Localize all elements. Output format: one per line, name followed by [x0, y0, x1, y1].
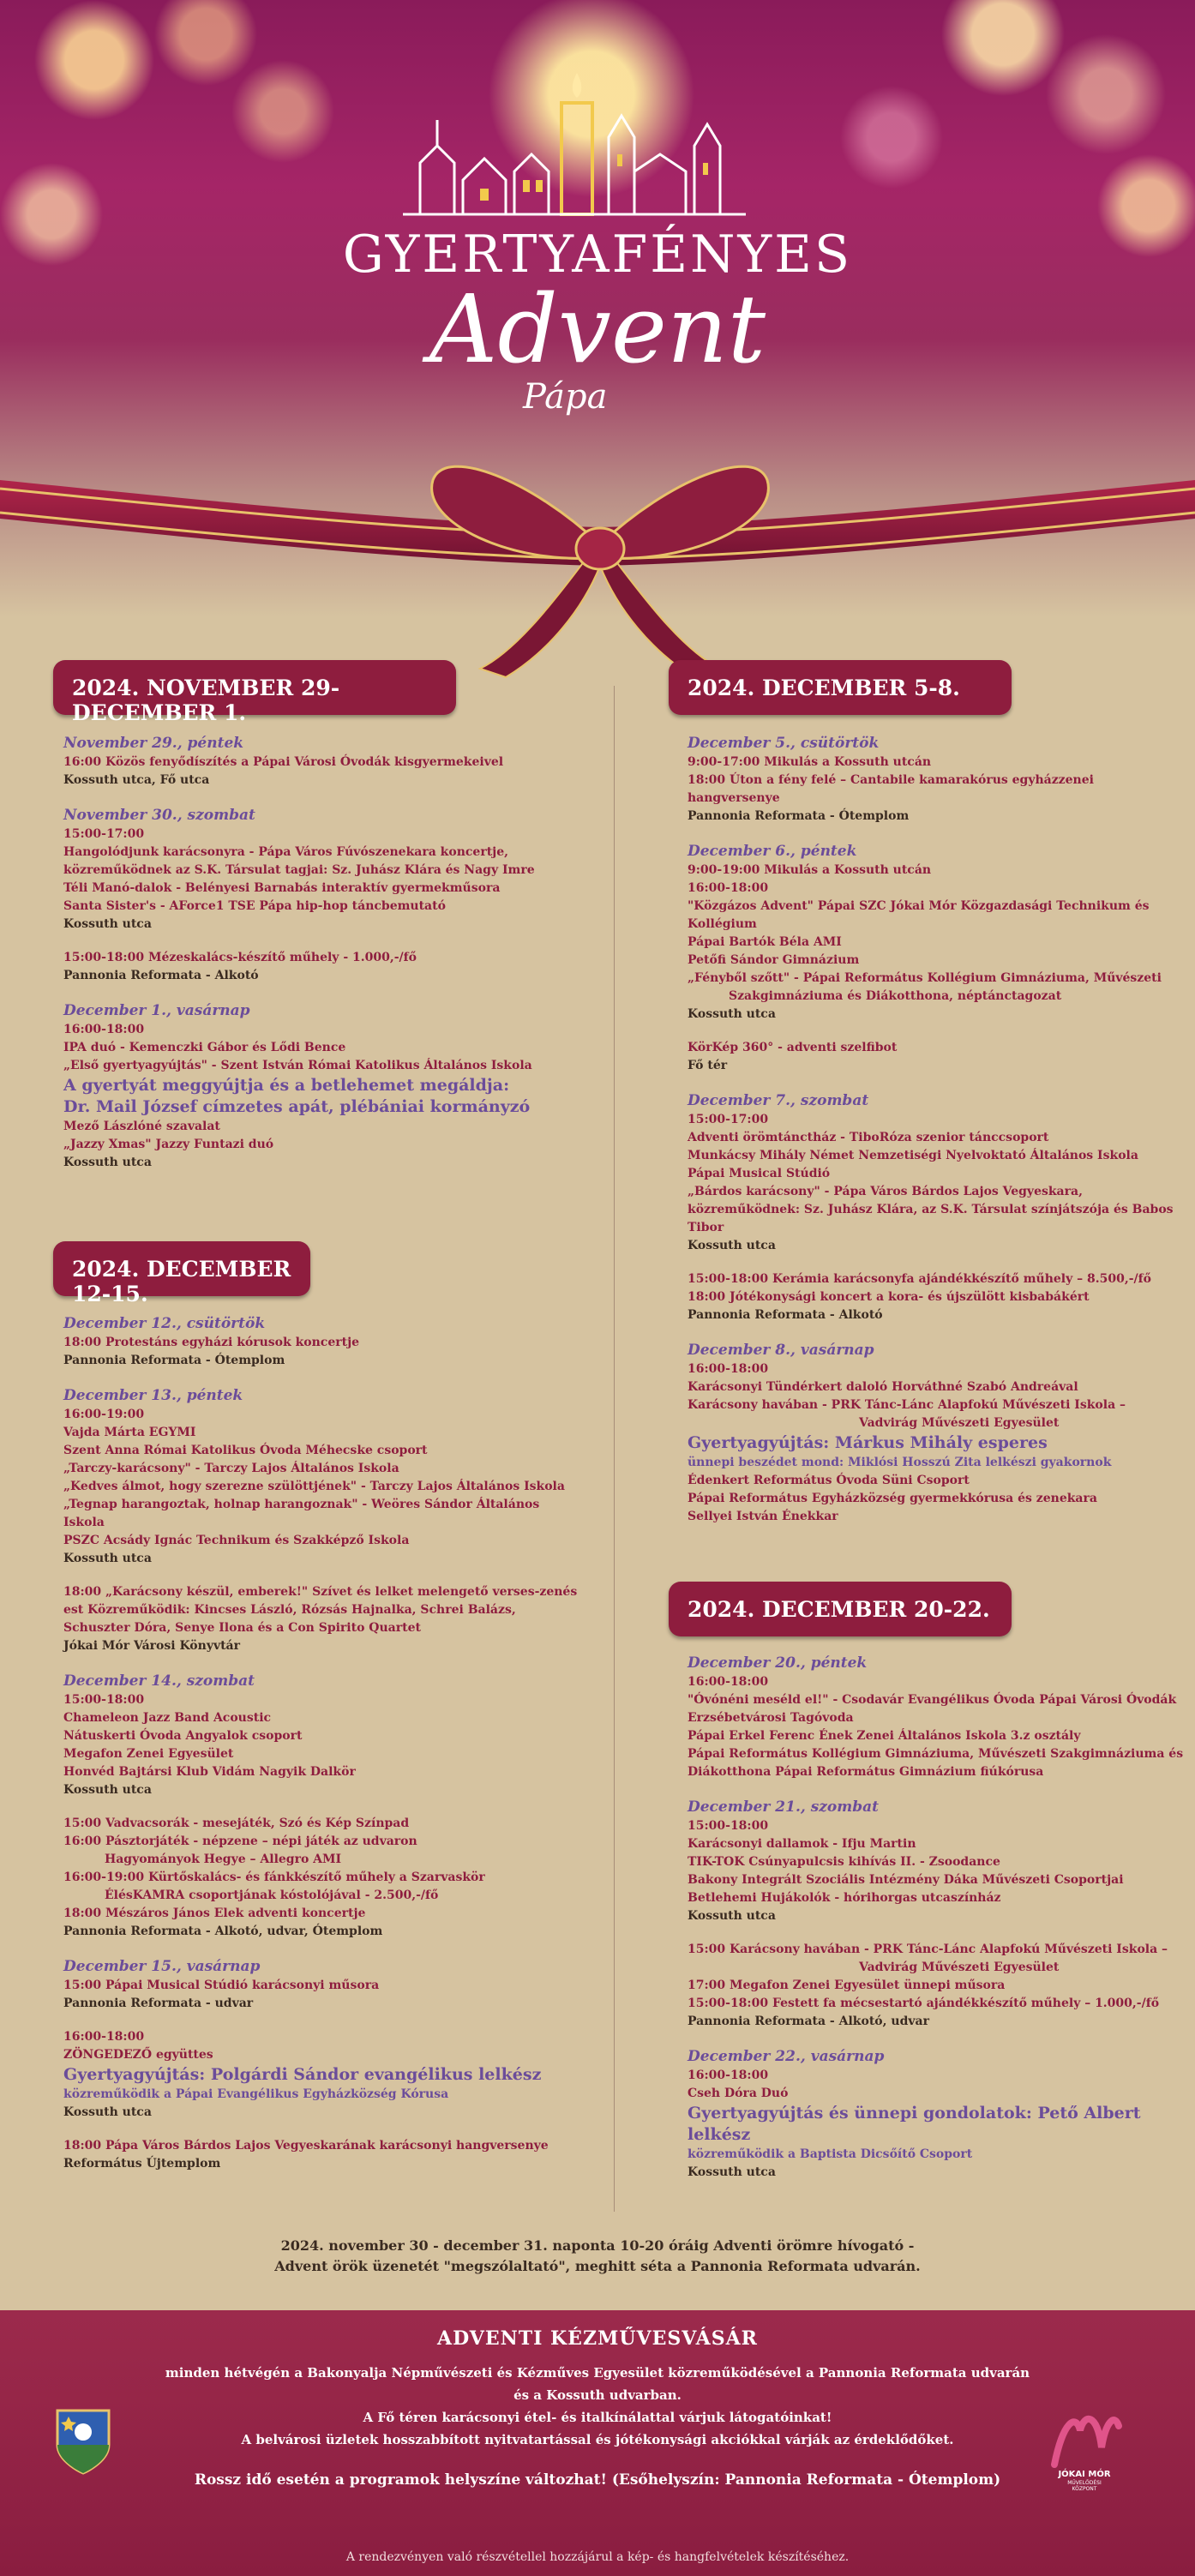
jokai-logo-text: KÖZPONT — [1072, 2486, 1097, 2490]
section-dec20-22 — [688, 1653, 1185, 2182]
event: 16:00 Közös fenyődíszítés a Pápai Városi Óvodák kisgyermekeivel — [63, 755, 504, 769]
event: „Jazzy Xmas" Jazzy Funtazi duó — [63, 1138, 274, 1151]
day-title: December 20., péntek — [688, 1654, 868, 1672]
time: 15:00-18:00 — [63, 1693, 145, 1707]
event: Bakony Integrált Szociális Intézmény Dáka Művészeti Csoportjai — [688, 1873, 1124, 1887]
title-papa: Pápa — [523, 377, 608, 417]
footer-line: A belvárosi üzletek hosszabbított nyitvatartással és jótékonysági akciókkal várják az érdeklődőket. — [241, 2432, 954, 2447]
location: Jókai Mór Városi Könyvtár — [63, 1639, 241, 1653]
day-title: December 14., szombat — [63, 1672, 255, 1690]
location: Kossuth utca, Fő utca — [63, 773, 210, 787]
location: Pannonia Reformata - udvar — [63, 1997, 254, 2010]
section-dec5-8 — [688, 733, 1185, 1526]
location: Kossuth utca — [63, 1783, 152, 1797]
footer-title: ADVENTI KÉZMŰVESVÁSÁR — [437, 2327, 758, 2350]
event: „Első gyertyagyújtás" - Szent István Római Katolikus Általános Iskola — [63, 1059, 532, 1072]
location: Kossuth utca — [63, 917, 152, 931]
event: Hangolódjunk karácsonyra - Pápa Város Fúvószenekara koncertje, közreműködnek az S.K. Társulat tagjai: Sz. Juhász Klára és Nagy Imre — [63, 845, 535, 877]
candle-lighting: Gyertyagyújtás: Márkus Mihály esperes — [688, 1433, 1048, 1452]
event: 9:00-17:00 Mikulás a Kossuth utcán — [688, 755, 932, 769]
summary-line: Advent örök üzenetét "megszólaltató", meghitt séta a Pannonia Reformata udvarán. — [274, 2258, 921, 2274]
event: Szakgimnáziuma és Diákotthona, néptánctagozat — [729, 989, 1062, 1003]
event: Megafon Zenei Egyesület — [63, 1747, 234, 1761]
candle-lighting-sub: közreműködik a Baptista Dicsőítő Csoport — [688, 2147, 973, 2161]
candle-lighting-sub: közreműködik a Pápai Evangélikus Egyházközség Kórusa — [63, 2087, 449, 2101]
candle-lighting: Gyertyagyújtás és ünnepi gondolatok: Pető Albert lelkész — [688, 2104, 1141, 2144]
event: Pápai Bartók Béla AMI — [688, 935, 842, 949]
section-heading-dec5-8: 2024. DECEMBER 5-8. — [669, 660, 1012, 715]
time: 16:00-18:00 — [63, 1023, 145, 1036]
column-divider — [614, 686, 615, 2212]
town-skyline-logo — [403, 69, 746, 223]
location: Kossuth utca — [688, 1007, 776, 1021]
time: 15:00-17:00 — [63, 827, 145, 841]
recording-notice: A rendezvényen való részvétellel hozzájárul a kép- és hangfelvételek készítéséhez. — [345, 2550, 850, 2564]
location: Református Újtemplom — [63, 2157, 221, 2171]
event: Pápai Református Kollégium Gimnáziuma, Művészeti Szakgimnáziuma és Diákotthona Pápai Református Gimnázium fiúkórusa — [688, 1747, 1184, 1779]
event: KörKép 360° - adventi szelfibot — [688, 1041, 898, 1054]
event: Santa Sister's - AForce1 TSE Pápa hip-hop táncbemutató — [63, 899, 446, 913]
footer-line: minden hétvégén a Bakonyalja Népművészeti és Kézműves Egyesület közreműködésével a Pannonia Reformata udvarán — [165, 2365, 1030, 2381]
event: Vadvirág Művészeti Egyesület — [859, 1416, 1060, 1430]
event: ÉlésKAMRA csoportjának kóstolójával - 2.500,-/fő — [105, 1888, 439, 1902]
event: Karácsonyi Tündérkert daloló Horváthné Szabó Andreával — [688, 1380, 1078, 1394]
event: „Fényből szőtt" - Pápai Református Kollégium Gimnáziuma, Művészeti — [688, 971, 1162, 985]
day-title: November 30., szombat — [63, 807, 255, 824]
summary-line: 2024. november 30 - december 31. naponta 10-20 óráig Adventi örömre hívogató - — [280, 2237, 915, 2254]
location: Pannonia Reformata - Alkotó — [688, 1308, 883, 1322]
event: 18:00 „Karácsony készül, emberek!" Szívet és lelket melengető verses-zenés est Közreműködik: Kincses László, Rózsás Hajnalka, Schrei Balázs, Schuszter Dóra, Senye Ilona és a Con Spirito Quartet — [63, 1585, 578, 1635]
event: 15:00-18:00 Mézeskalács-készítő műhely - 1.000,-/fő — [63, 951, 417, 964]
event: IPA duó - Kemenczki Gábor és Lődi Bence — [63, 1041, 346, 1054]
footer-line: A Fő téren karácsonyi étel- és italkínálattal várjuk látogatóinkat! — [363, 2410, 832, 2425]
day-title: November 29., péntek — [63, 735, 244, 752]
section-heading-dec12-15: 2024. DECEMBER 12-15. — [53, 1241, 310, 1296]
day-title: December 6., péntek — [688, 843, 857, 860]
event: 15:00 Karácsony havában - PRK Tánc-Lánc Alapfokú Művészeti Iskola – — [688, 1943, 1168, 1956]
event: 17:00 Megafon Zenei Egyesület ünnepi műsora — [688, 1979, 1006, 1992]
section-heading-nov29-dec1: 2024. NOVEMBER 29-DECEMBER 1. — [53, 660, 456, 715]
location: Kossuth utca — [688, 2165, 776, 2179]
day-title: December 7., szombat — [688, 1092, 869, 1109]
day-title: December 5., csütörtök — [688, 735, 880, 752]
event: 15:00 Pápai Musical Stúdió karácsonyi műsora — [63, 1979, 380, 1992]
footer-craft-fair — [0, 2310, 1195, 2576]
event: 16:00-19:00 Kürtőskalács- és fánkkészítő műhely a Szarvaskör — [63, 1870, 485, 1884]
rain-notice: Rossz idő esetén a programok helyszíne változhat! (Esőhelyszín: Pannonia Reformata - Ótemplom) — [194, 2471, 1001, 2489]
candle-lighting-sub: ünnepi beszédet mond: Miklósi Hosszú Zita lelkészi gyakornok — [688, 1456, 1112, 1469]
jokai-mor-logo — [1037, 2396, 1132, 2490]
event: 18:00 Protestáns egyházi kórusok koncertje — [63, 1336, 360, 1349]
daily-walk-summary — [0, 2236, 1195, 2277]
event: Vadvirág Művészeti Egyesület — [859, 1961, 1060, 1974]
papa-coat-of-arms-icon — [53, 2406, 113, 2475]
event: Petőfi Sándor Gimnázium — [688, 953, 860, 967]
location: Kossuth utca — [688, 1239, 776, 1252]
event: Pápai Református Egyházközség gyermekkórusa és zenekara — [688, 1492, 1097, 1505]
event: Cseh Dóra Duó — [688, 2087, 789, 2100]
event: Karácsonyi dallamok - Ifju Martin — [688, 1837, 916, 1851]
time: 16:00-18:00 — [63, 2030, 145, 2044]
event: "Óvónéni meséld el!" - Csodavár Evangélikus Óvoda Pápai Városi Óvodák Erzsébetvárosi Tagóvoda — [688, 1693, 1177, 1725]
event: Karácsony havában - PRK Tánc-Lánc Alapfokú Művészeti Iskola – — [688, 1398, 1126, 1412]
event: „Tarczy-karácsony" - Tarczy Lajos Általános Iskola — [63, 1462, 399, 1475]
footer-line: és a Kossuth udvarban. — [513, 2387, 682, 2403]
event: Adventi örömtánctház - TiboRóza szenior tánccsoport — [688, 1131, 1049, 1144]
event: Munkácsy Mihály Német Nemzetiségi Nyelvoktató Általános Iskola — [688, 1149, 1138, 1162]
section-dec12-15 — [63, 1313, 578, 2173]
event: 15:00-18:00 Kerámia karácsonyfa ajándékkészítő műhely – 8.500,-/fő — [688, 1272, 1151, 1286]
section-nov29-dec1 — [63, 733, 578, 1172]
time: 15:00-17:00 — [688, 1113, 769, 1126]
ribbon-bow — [0, 446, 1195, 686]
event: Szent Anna Római Katolikus Óvoda Méhecske csoport — [63, 1444, 428, 1457]
event: Hagyományok Hegye – Allegro AMI — [105, 1852, 342, 1866]
event: Pápai Musical Stúdió — [688, 1167, 831, 1180]
event: „Kedves álmot, hogy szerezne szülöttjének" - Tarczy Lajos Általános Iskola — [63, 1480, 565, 1493]
event: 15:00 Vadvacsorák - mesejáték, Szó és Kép Színpad — [63, 1816, 410, 1830]
location: Kossuth utca — [63, 1552, 152, 1565]
day-title: December 8., vasárnap — [688, 1342, 874, 1359]
day-title: December 12., csütörtök — [63, 1315, 266, 1332]
time: 16:00-18:00 — [688, 1675, 769, 1689]
event: PSZC Acsády Ignác Technikum és Szakképző Iskola — [63, 1534, 410, 1547]
event: Sellyei István Énekkar — [688, 1510, 838, 1523]
time: 15:00-18:00 — [688, 1819, 769, 1833]
jokai-logo-text: JÓKAI MÓR — [1058, 2470, 1111, 2479]
jokai-logo-text: MŰVELŐDÉSI — [1067, 2480, 1102, 2486]
event: Betlehemi Hujákolók - hórihorgas utcaszínház — [688, 1891, 1001, 1905]
event: 18:00 Mészáros János Elek adventi koncertje — [63, 1906, 366, 1920]
location: Kossuth utca — [63, 2105, 152, 2119]
time: 16:00-19:00 — [63, 1408, 145, 1421]
candle-lighting: Gyertyagyújtás: Polgárdi Sándor evangélikus lelkész — [63, 2065, 542, 2084]
candle-lighting: Dr. Mail József címzetes apát, plébániai kormányzó — [63, 1097, 531, 1116]
event: Nátuskerti Óvoda Angyalok csoport — [63, 1729, 303, 1743]
event: 18:00 Pápa Város Bárdos Lajos Vegyeskarának karácsonyi hangversenye — [63, 2139, 549, 2153]
event: Vajda Márta EGYMI — [63, 1426, 196, 1439]
event: „Bárdos karácsony" - Pápa Város Bárdos Lajos Vegyeskara, közreműködnek: Sz. Juhász Klára, az S.K. Társulat színjátszója és Babos Tibor — [688, 1185, 1174, 1234]
event: 18:00 Úton a fény felé – Cantabile kamarakórus egyházzenei hangversenye — [688, 773, 1094, 805]
time: 16:00-18:00 — [688, 2069, 769, 2082]
candle-lighting: A gyertyát meggyújtja és a betlehemet megáldja: — [63, 1076, 510, 1095]
event: Chameleon Jazz Band Acoustic — [63, 1711, 272, 1725]
time: 16:00-18:00 — [688, 881, 769, 895]
location: Pannonia Reformata - Ótemplom — [63, 1354, 285, 1367]
location: Pannonia Reformata - Alkotó — [63, 969, 259, 982]
location: Kossuth utca — [63, 1156, 152, 1169]
day-title: December 15., vasárnap — [63, 1958, 261, 1975]
location: Pannonia Reformata - Alkotó, udvar — [688, 2015, 929, 2028]
event: 9:00-19:00 Mikulás a Kossuth utcán — [688, 863, 932, 877]
event: Édenkert Református Óvoda Süni Csoport — [688, 1474, 970, 1487]
event: Téli Manó-dalok - Belényesi Barnabás interaktív gyermekműsora — [63, 881, 501, 895]
title-advent: Advent — [429, 274, 766, 384]
location: Pannonia Reformata - Alkotó, udvar, Ótemplom — [63, 1924, 383, 1938]
event: „Tegnap harangoztak, holnap harangoznak" - Weöres Sándor Általános Iskola — [63, 1498, 540, 1529]
day-title: December 21., szombat — [688, 1798, 880, 1816]
event: 15:00-18:00 Festett fa mécsestartó ajándékkészítő műhely – 1.000,-/fő — [688, 1997, 1160, 2010]
day-title: December 22., vasárnap — [688, 2048, 885, 2065]
event: "Közgázos Advent" Pápai SZC Jókai Mór Közgazdasági Technikum és Kollégium — [688, 899, 1150, 931]
day-title: December 13., péntek — [63, 1387, 243, 1404]
event: Pápai Erkel Ferenc Ének Zenei Általános Iskola 3.z osztály — [688, 1729, 1081, 1743]
event: ZÖNGEDEZŐ együttes — [63, 2048, 213, 2062]
location: Pannonia Reformata - Ótemplom — [688, 809, 910, 823]
event: Mező Lászlóné szavalat — [63, 1120, 220, 1133]
time: 16:00-18:00 — [688, 1362, 769, 1376]
event: TIK-TOK Csúnyapulcsis kihívás II. - Zsoodance — [688, 1855, 1000, 1869]
event: 18:00 Jótékonysági koncert a kora- és újszülött kisbabákért — [688, 1290, 1090, 1304]
event: 16:00 Pásztorjáték - népzene – népi játék az udvaron — [63, 1834, 417, 1848]
event: Honvéd Bajtársi Klub Vidám Nagyik Dalkör — [63, 1765, 356, 1779]
day-title: December 1., vasárnap — [63, 1002, 250, 1019]
location: Kossuth utca — [688, 1909, 776, 1923]
section-heading-dec20-22: 2024. DECEMBER 20-22. — [669, 1582, 1012, 1636]
title-gyertyafenyes: GYERTYAFÉNYES — [342, 225, 853, 285]
location: Fő tér — [688, 1059, 728, 1072]
